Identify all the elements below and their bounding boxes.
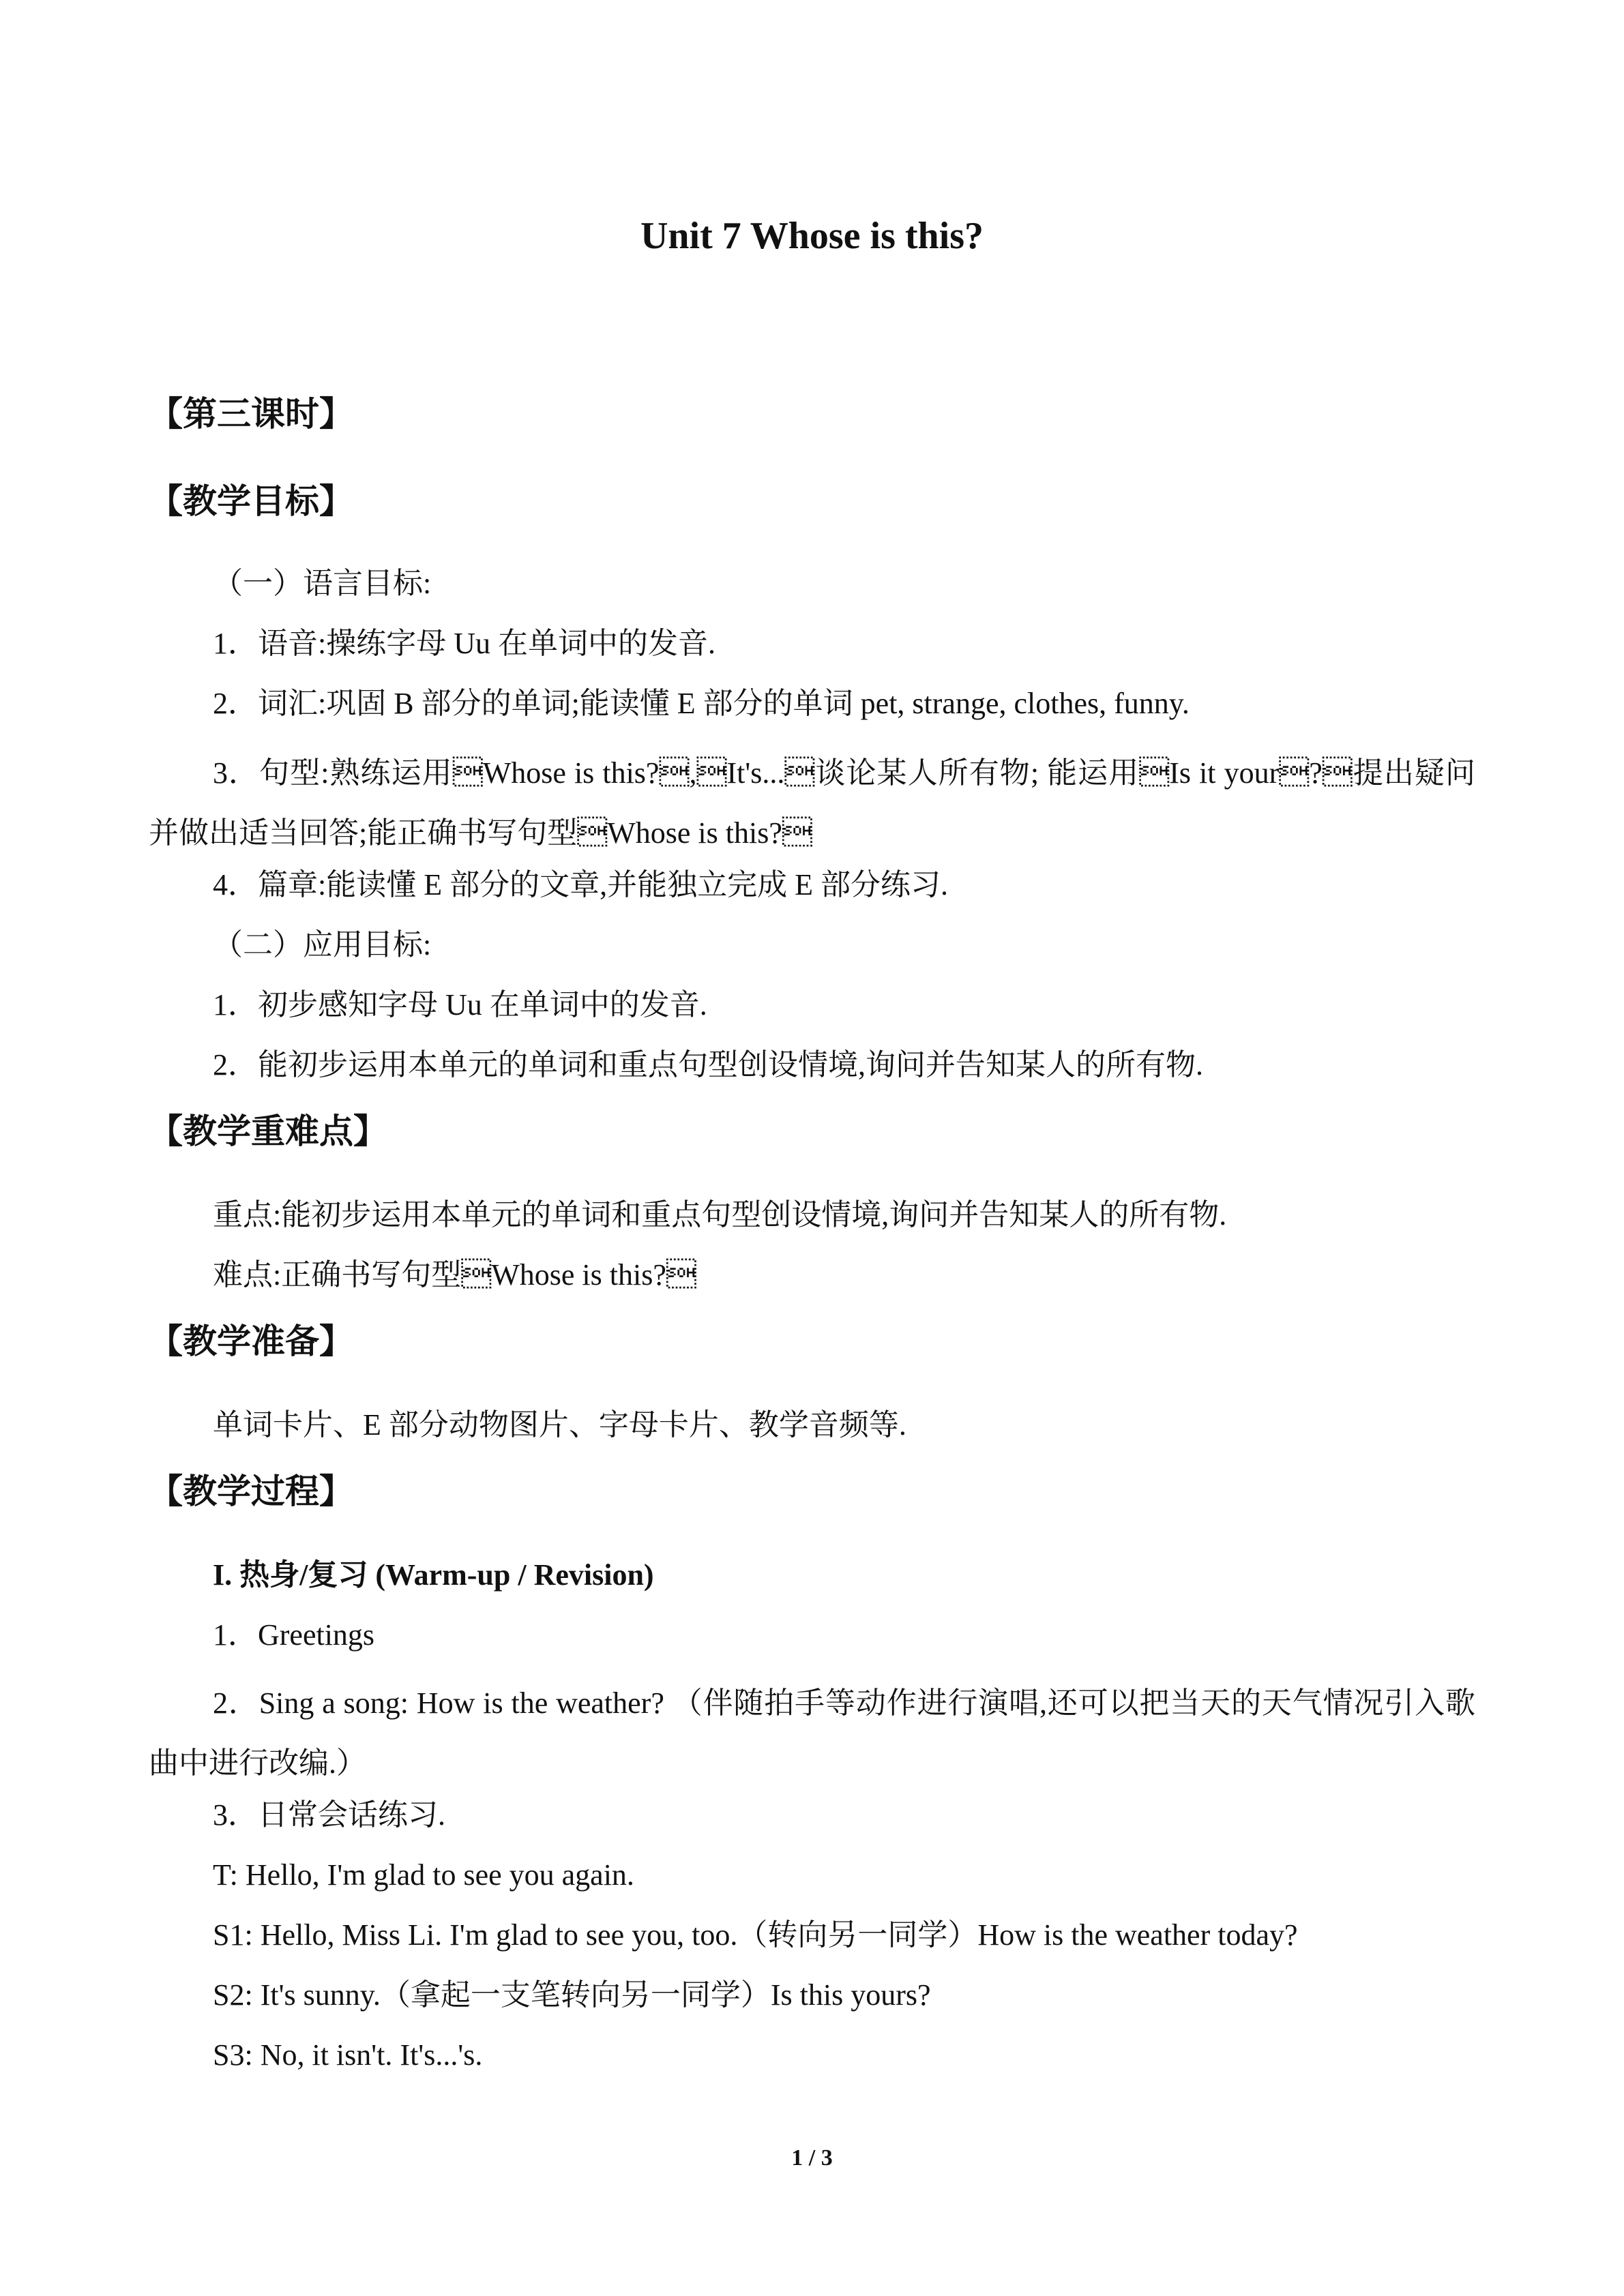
objective-item-1: 1．语音:操练字母 Uu 在单词中的发音. xyxy=(213,627,715,660)
objective-item-3: 3．句型:熟练运用Whose is this?,It's...谈论某人所有物; 能运用Is it your?提出疑问并做出适当回答;能正确书写句型Whose is this? xyxy=(149,756,1475,850)
objectives-application-title: （二）应用目标: xyxy=(213,928,432,961)
objective-item-2: 2．词汇:巩固 B 部分的单词;能读懂 E 部分的单词 pet, strange, clothes, funny. xyxy=(213,687,1190,720)
process-daily-talk: 3．日常会话练习. xyxy=(213,1798,445,1832)
heading-process: 【教学过程】 xyxy=(149,1472,353,1510)
objectives-language-title: （一）语言目标: xyxy=(213,567,432,600)
dialogue-line-2: S1: Hello, Miss Li. I'm glad to see you, too.（转向另一同学）How is the weather today? xyxy=(213,1918,1298,1952)
objective-item-4: 4．篇章:能读懂 E 部分的文章,并能独立完成 E 部分练习. xyxy=(213,868,948,901)
application-item-1: 1．初步感知字母 Uu 在单词中的发音. xyxy=(213,988,707,1022)
keypoint-main: 重点:能初步运用本单元的单词和重点句型创设情境,询问并告知某人的所有物. xyxy=(213,1198,1227,1232)
document-title: Unit 7 Whose is this? xyxy=(640,215,984,257)
process-greetings: 1．Greetings xyxy=(213,1618,375,1652)
heading-preparation: 【教学准备】 xyxy=(149,1322,353,1360)
heading-objectives: 【教学目标】 xyxy=(149,482,353,520)
page-number: 1 / 3 xyxy=(791,2145,833,2171)
heading-lesson: 【第三课时】 xyxy=(149,395,353,433)
application-item-2: 2．能初步运用本单元的单词和重点句型创设情境,询问并告知某人的所有物. xyxy=(213,1048,1203,1082)
keypoint-difficult: 难点:正确书写句型Whose is this? xyxy=(213,1258,696,1292)
process-sing-song: 2．Sing a song: How is the weather? （伴随拍手等动作进行演唱,还可以把当天的天气情况引入歌曲中进行改编.） xyxy=(149,1686,1475,1780)
process-step1-title: I. 热身/复习 (Warm-up / Revision) xyxy=(213,1558,654,1592)
dialogue-line-4: S3: No, it isn't. It's...'s. xyxy=(213,2038,483,2072)
heading-keypoints: 【教学重难点】 xyxy=(149,1112,387,1150)
dialogue-line-3: S2: It's sunny.（拿起一支笔转向另一同学）Is this yours? xyxy=(213,1978,931,2012)
dialogue-line-1: T: Hello, I'm glad to see you again. xyxy=(213,1858,634,1892)
preparation-text: 单词卡片、E 部分动物图片、字母卡片、教学音频等. xyxy=(213,1408,906,1442)
